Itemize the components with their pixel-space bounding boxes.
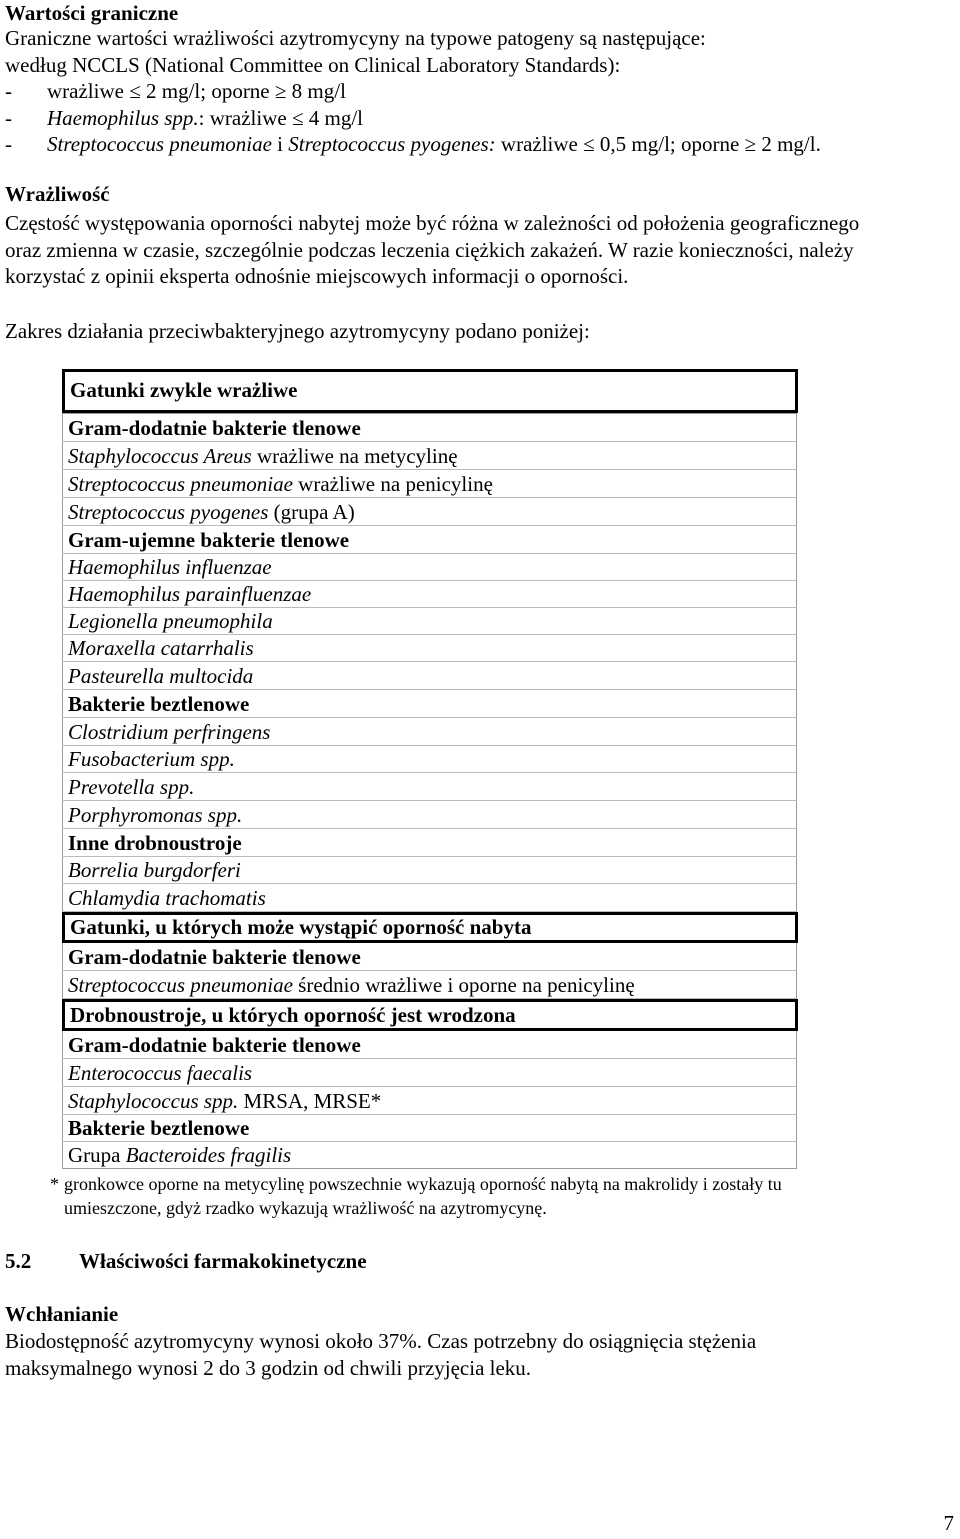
table-row: Haemophilus parainfluenzae (62, 580, 797, 608)
section-number: 5.2 (5, 1249, 32, 1273)
table-row: Bakterie beztlenowe (62, 690, 797, 718)
table-row (62, 971, 797, 999)
range-intro: Zakres działania przeciwbakteryjnego azytromycyny podano poniżej: (5, 319, 590, 343)
limits-item-3-text: wrażliwe ≤ 0,5 mg/l; oporne ≥ 2 mg/l. (495, 132, 821, 156)
species-name: Streptococcus pyogenes (68, 500, 269, 524)
table-row: Clostridium perfringens (62, 718, 797, 746)
sensitivity-line2: oraz zmienna w czasie, szczególnie podczas leczenia ciężkich zakażeń. W razie konieczności, należy (5, 238, 854, 262)
table-row (62, 470, 797, 498)
table-row: Fusobacterium spp. (62, 745, 797, 773)
table-row (62, 498, 797, 526)
section-title: Właściwości farmakokinetyczne (79, 1249, 367, 1273)
table-row: Bakterie beztlenowe (62, 1114, 797, 1142)
table-row: Gram-ujemne bakterie tlenowe (62, 526, 797, 554)
limits-intro-line1: Graniczne wartości wrażliwości azytromycyny na typowe patogeny są następujące: (5, 26, 706, 50)
table-row: Chlamydia trachomatis (62, 884, 797, 912)
table-row: Moraxella catarrhalis (62, 634, 797, 662)
limits-item-2-text: : wrażliwe ≤ 4 mg/l (198, 106, 363, 130)
limits-intro-line2: według NCCLS (National Committee on Clinical Laboratory Standards): (5, 53, 621, 77)
list-dash: - (5, 79, 12, 103)
species-name: Bacteroides fragilis (125, 1143, 292, 1167)
row-text: wrażliwe na penicylinę (292, 472, 493, 496)
table-row (62, 1087, 797, 1115)
row-text: MRSA, MRSE* (238, 1089, 382, 1113)
species-name: Streptococcus pneumoniae (68, 472, 293, 496)
species-name: Staphylococcus spp. (68, 1089, 239, 1113)
table-row: Borrelia burgdorferi (62, 856, 797, 884)
sensitivity-heading: Wrażliwość (5, 182, 110, 206)
table-row: Porphyromonas spp. (62, 801, 797, 829)
conjunction: i (271, 132, 289, 156)
table-row (62, 1141, 797, 1169)
table-row: Gram-dodatnie bakterie tlenowe (62, 943, 797, 971)
table-row: Prevotella spp. (62, 773, 797, 801)
table-row: Inne drobnoustroje (62, 829, 797, 857)
page-number: 7 (943, 1511, 954, 1535)
species-name: Haemophilus spp. (47, 106, 199, 130)
table-header-susceptible: Gatunki zwykle wrażliwe (62, 369, 798, 413)
absorption-line1: Biodostępność azytromycyny wynosi około 37%. Czas potrzebny do osiągnięcia stężenia (5, 1329, 757, 1353)
limits-heading: Wartości graniczne (5, 1, 179, 25)
sensitivity-line3: korzystać z opinii eksperta odnośnie miejscowych informacji o oporności. (5, 264, 629, 288)
species-name: Streptococcus pneumoniae (47, 132, 272, 156)
limits-item-3 (5, 131, 821, 158)
footnote-line1: gronkowce oporne na metycylinę powszechnie wykazują oporność nabytą na makrolidy i zostały tu (64, 1174, 782, 1194)
row-text: (grupa A) (268, 500, 355, 524)
table-row (62, 442, 797, 470)
limits-item-2 (5, 105, 363, 132)
sensitivity-line1: Częstość występowania oporności nabytej może być różna w zależności od położenia geograficznego (5, 211, 860, 235)
footnote-line2: umieszczone, gdyż rzadko wykazują wrażliwość na azytromycynę. (64, 1198, 547, 1218)
list-dash: - (5, 132, 12, 156)
row-text: wrażliwe na metycylinę (251, 444, 458, 468)
table-header-acquired-resistance: Gatunki, u których może wystąpić oporność nabyta (62, 912, 798, 943)
species-name: Streptococcus pyogenes: (288, 132, 496, 156)
footnote-star: * (50, 1174, 59, 1194)
limits-item-1 (5, 78, 346, 105)
table-row: Legionella pneumophila (62, 607, 797, 635)
table-row: Enterococcus faecalis (62, 1059, 797, 1087)
table-row: Gram-dodatnie bakterie tlenowe (62, 414, 797, 442)
list-dash: - (5, 106, 12, 130)
species-name: Staphylococcus Areus (68, 444, 252, 468)
absorption-line2: maksymalnego wynosi 2 do 3 godzin od chwili przyjęcia leku. (5, 1356, 532, 1380)
row-text: Grupa (68, 1143, 126, 1167)
table-row: Haemophilus influenzae (62, 553, 797, 581)
table-row: Pasteurella multocida (62, 662, 797, 690)
table-row: Gram-dodatnie bakterie tlenowe (62, 1031, 797, 1059)
limits-item-1-text: wrażliwe ≤ 2 mg/l; oporne ≥ 8 mg/l (47, 79, 346, 103)
species-name: Streptococcus pneumoniae (68, 973, 293, 997)
absorption-heading: Wchłanianie (5, 1302, 119, 1326)
row-text: średnio wrażliwe i oporne na penicylinę (292, 973, 635, 997)
table-header-inherent-resistance: Drobnoustroje, u których oporność jest wrodzona (62, 999, 798, 1031)
